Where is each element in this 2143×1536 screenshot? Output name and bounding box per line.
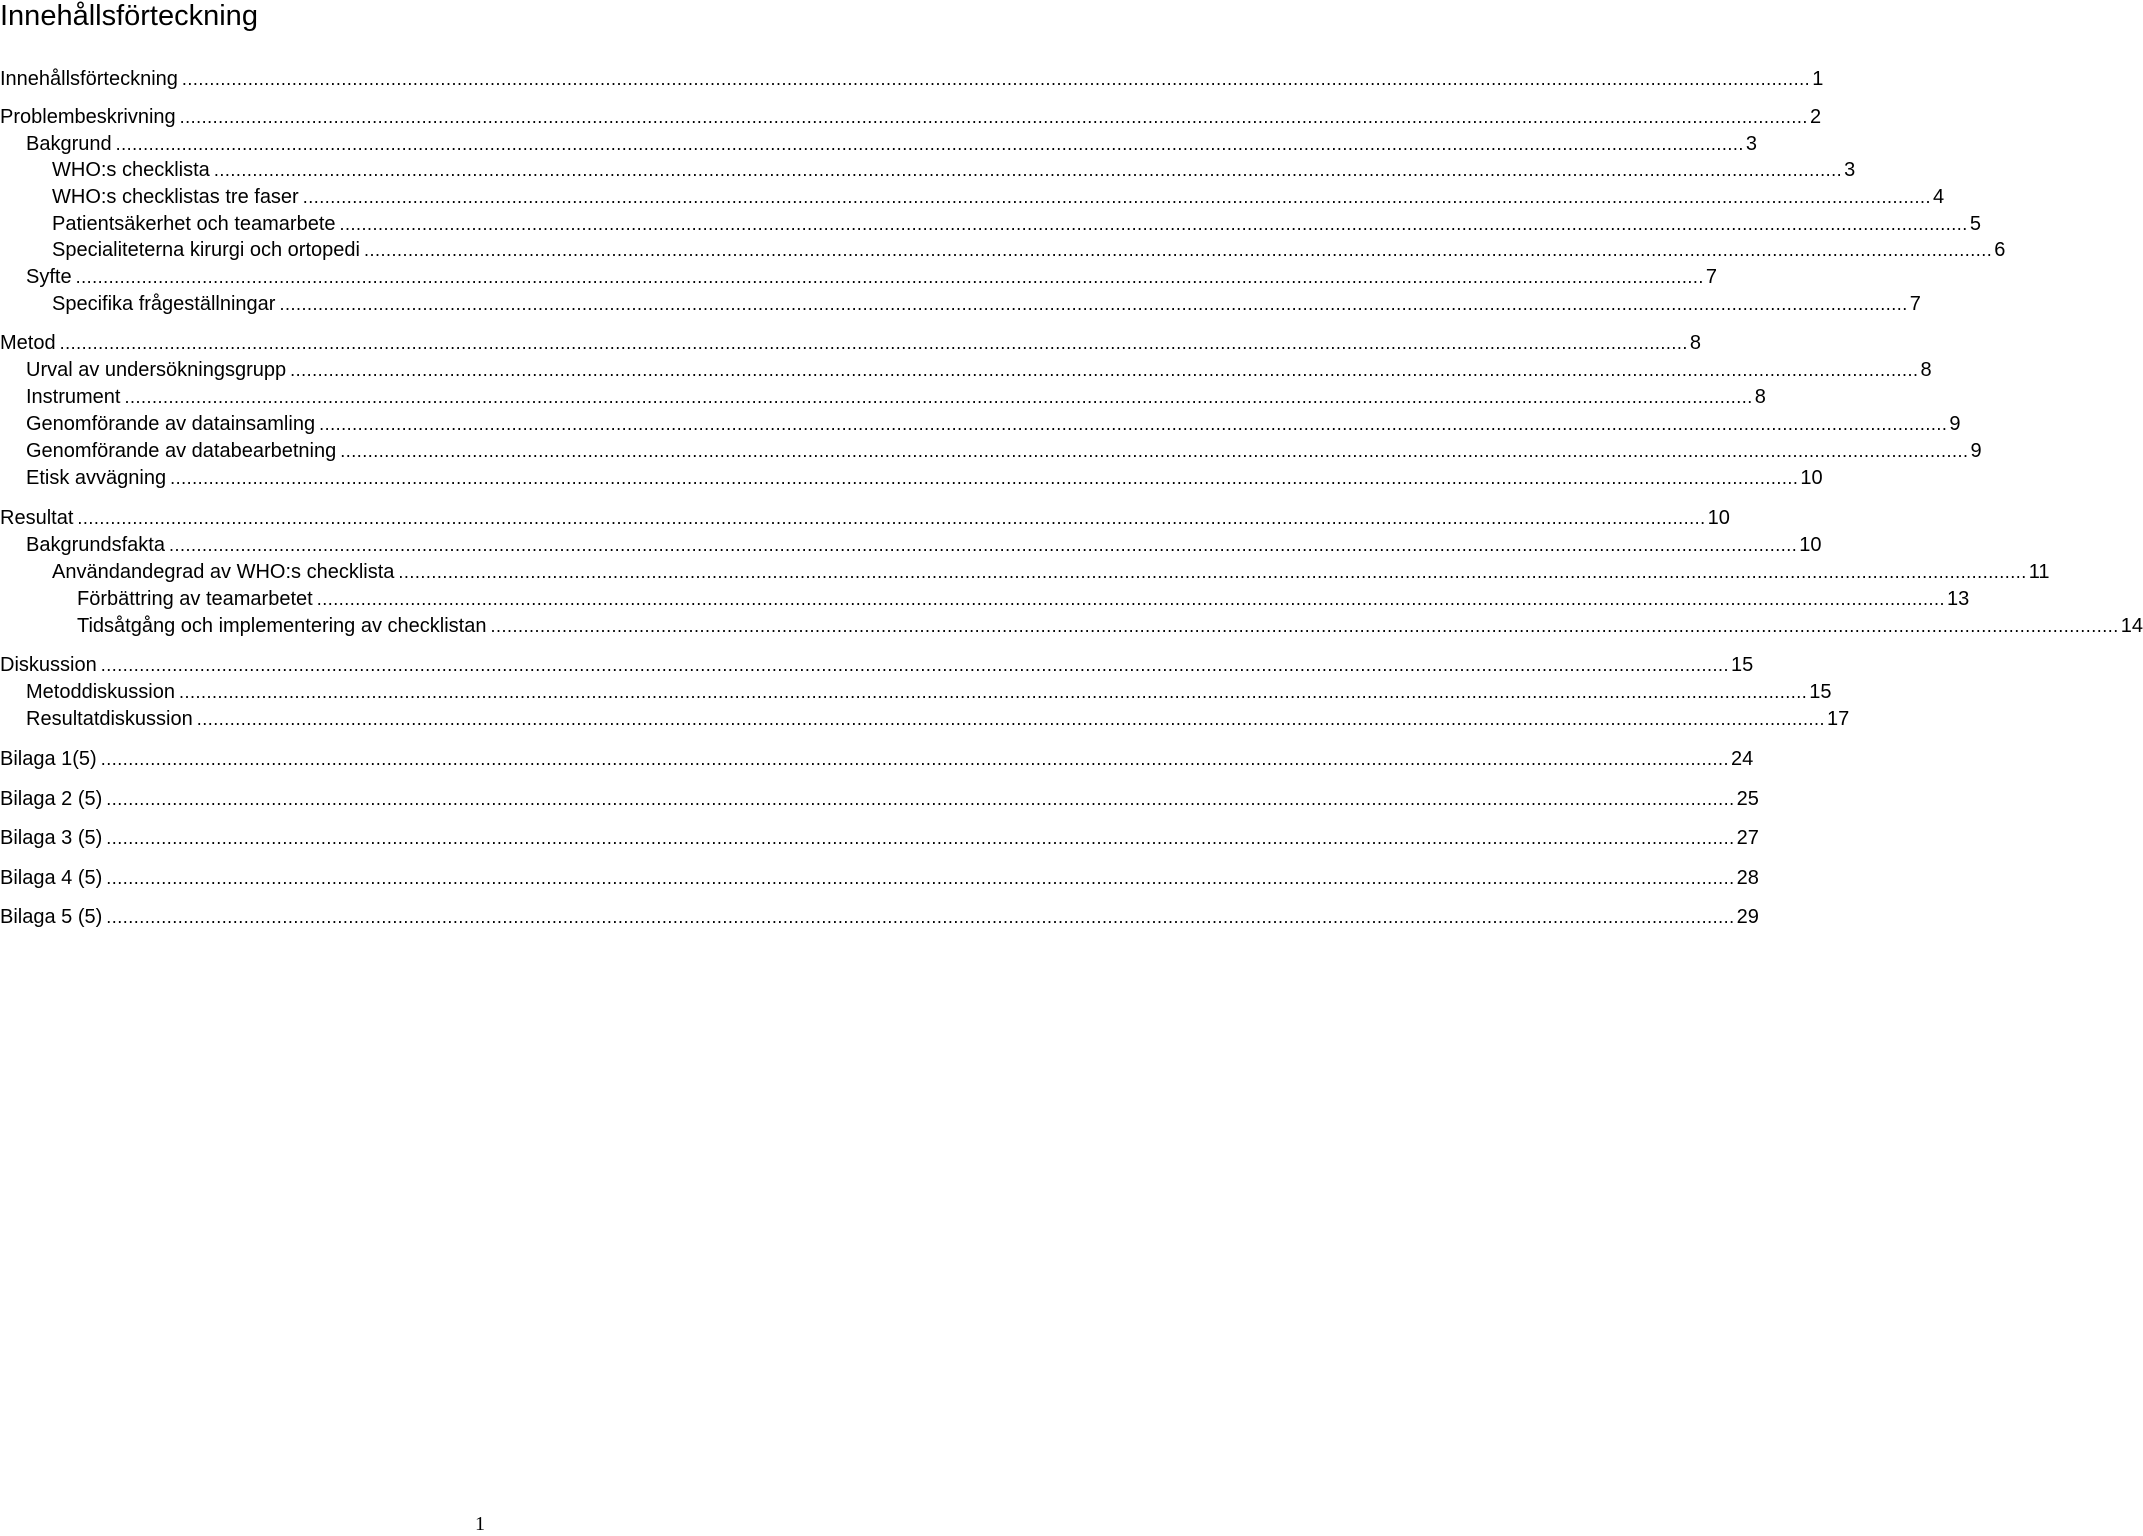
toc-entry-page: 10 bbox=[1799, 534, 1822, 556]
toc-entry[interactable] bbox=[0, 411, 1961, 438]
toc-entry[interactable] bbox=[0, 104, 1822, 131]
toc-dot-leader bbox=[170, 465, 1798, 492]
toc-entry-page: 4 bbox=[1933, 186, 1945, 208]
toc-entry-label: Problembeskrivning bbox=[0, 106, 176, 128]
toc-entry-label: Metod bbox=[0, 332, 56, 354]
toc-entry-page: 8 bbox=[1754, 386, 1766, 408]
toc-entry-page: 17 bbox=[1827, 708, 1850, 730]
toc-entry-page: 8 bbox=[1689, 332, 1702, 354]
toc-entry[interactable] bbox=[0, 237, 2006, 264]
toc-entry-page: 29 bbox=[1736, 906, 1759, 928]
toc-entry[interactable] bbox=[0, 505, 1730, 532]
toc-entry[interactable] bbox=[0, 357, 1932, 384]
toc-entry-page: 3 bbox=[1844, 159, 1856, 181]
toc-dot-leader bbox=[340, 211, 1968, 238]
toc-dot-leader bbox=[303, 184, 1931, 211]
toc-dot-leader bbox=[319, 411, 1947, 438]
toc-entry-label: Specialiteterna kirurgi och ortopedi bbox=[52, 239, 360, 261]
toc-entry[interactable] bbox=[0, 865, 1759, 892]
toc-dot-leader bbox=[169, 532, 1797, 559]
toc-entry[interactable] bbox=[0, 184, 1945, 211]
toc-entry-page: 10 bbox=[1800, 467, 1823, 489]
toc-entry-page: 2 bbox=[1809, 106, 1822, 128]
toc-entry-label: Genomförande av databearbetning bbox=[26, 440, 337, 462]
toc-entry-label: Bilaga 1(5) bbox=[0, 748, 97, 770]
toc-entry-page: 10 bbox=[1707, 507, 1730, 529]
toc-entry-label: Urval av undersökningsgrupp bbox=[26, 359, 287, 381]
toc-entry[interactable] bbox=[0, 825, 1759, 852]
toc-dot-leader bbox=[290, 357, 1918, 384]
toc-entry-page: 24 bbox=[1731, 748, 1754, 770]
toc-entry[interactable] bbox=[0, 586, 1970, 613]
toc-entry-page: 9 bbox=[1949, 413, 1961, 435]
toc-entry-page: 3 bbox=[1745, 133, 1758, 155]
toc-entry[interactable] bbox=[0, 157, 1856, 184]
toc-entry-page: 14 bbox=[2120, 615, 2143, 637]
toc-entry[interactable] bbox=[0, 532, 1822, 559]
toc-entry[interactable] bbox=[0, 904, 1759, 931]
toc-dot-leader bbox=[214, 157, 1842, 184]
toc-entry-label: WHO:s checklista bbox=[52, 159, 210, 181]
page-number: 1 bbox=[475, 1513, 485, 1535]
toc-entry-page: 7 bbox=[1705, 266, 1717, 288]
toc-entry-page: 25 bbox=[1736, 788, 1759, 810]
toc-dot-leader bbox=[77, 505, 1705, 532]
toc-entry-label: Metoddiskussion bbox=[26, 681, 175, 703]
toc-dot-leader bbox=[101, 746, 1729, 773]
toc-entry-label: Bakgrundsfakta bbox=[26, 534, 165, 556]
toc-dot-leader bbox=[76, 264, 1704, 291]
toc-entry[interactable] bbox=[0, 264, 1717, 291]
toc-entry-label: Bilaga 5 (5) bbox=[0, 906, 103, 928]
toc-entry-page: 13 bbox=[1946, 588, 1970, 610]
toc-dot-leader bbox=[101, 652, 1729, 679]
toc-entry[interactable] bbox=[0, 131, 1758, 158]
toc-entry-page: 8 bbox=[1920, 359, 1932, 381]
toc-entry-page: 7 bbox=[1909, 293, 1921, 315]
toc-entry-label: Etisk avvägning bbox=[26, 467, 167, 489]
toc-entry-label: Tidsåtgång och implementering av checklistan bbox=[77, 615, 487, 637]
toc-entry-page: 28 bbox=[1736, 867, 1759, 889]
toc-entry-label: Syfte bbox=[26, 266, 72, 288]
toc-dot-leader bbox=[340, 438, 1968, 465]
toc-entry-label: Bilaga 4 (5) bbox=[0, 867, 103, 889]
toc-entry-page: 27 bbox=[1736, 827, 1759, 849]
toc-entry-page: 1 bbox=[1812, 68, 1824, 90]
toc-dot-leader bbox=[116, 131, 1744, 158]
toc-entry-label: Bilaga 3 (5) bbox=[0, 827, 103, 849]
toc-entry-label: Patientsäkerhet och teamarbete bbox=[52, 213, 336, 235]
toc-entry[interactable] bbox=[0, 786, 1759, 813]
toc-dot-leader bbox=[106, 825, 1734, 852]
toc-entry-page: 9 bbox=[1970, 440, 1982, 462]
toc-dot-leader bbox=[490, 613, 2118, 640]
toc-dot-leader bbox=[364, 237, 1992, 264]
toc-entry-page: 11 bbox=[2028, 561, 2050, 583]
toc-dot-leader bbox=[182, 66, 1810, 93]
toc-entry[interactable] bbox=[0, 679, 1832, 706]
toc-entry-page: 15 bbox=[1731, 654, 1754, 676]
toc-entry-label: Genomförande av datainsamling bbox=[26, 413, 316, 435]
toc-dot-leader bbox=[317, 586, 1945, 613]
toc-entry[interactable] bbox=[0, 652, 1754, 679]
toc-dot-leader bbox=[398, 559, 2026, 586]
toc-dot-leader bbox=[180, 104, 1808, 131]
toc-dot-leader bbox=[124, 384, 1752, 411]
toc-entry-label: WHO:s checklistas tre faser bbox=[52, 186, 299, 208]
toc-dot-leader bbox=[106, 786, 1734, 813]
toc-entry-label: Resultat bbox=[0, 507, 74, 529]
toc-entry[interactable] bbox=[0, 559, 2050, 586]
toc-dot-leader bbox=[60, 330, 1688, 357]
toc-dot-leader bbox=[106, 904, 1734, 931]
toc-entry-label: Bakgrund bbox=[26, 133, 112, 155]
toc-dot-leader bbox=[197, 706, 1825, 733]
toc-entry[interactable] bbox=[0, 706, 1850, 733]
toc-entry-label: Användandegrad av WHO:s checklista bbox=[52, 561, 395, 583]
toc-dot-leader bbox=[106, 865, 1734, 892]
toc-entry[interactable] bbox=[0, 291, 1921, 318]
toc-entry-label: Resultatdiskussion bbox=[26, 708, 193, 730]
toc-entry[interactable] bbox=[0, 613, 2143, 640]
toc-entry[interactable] bbox=[0, 438, 1982, 465]
toc-entry[interactable] bbox=[0, 465, 1823, 492]
toc-entry-page: 15 bbox=[1809, 681, 1832, 703]
toc-entry-label: Bilaga 2 (5) bbox=[0, 788, 103, 810]
toc-entry[interactable] bbox=[0, 211, 1981, 238]
toc-entry[interactable] bbox=[0, 746, 1754, 773]
toc-entry[interactable] bbox=[0, 330, 1702, 357]
toc-entry-label: Specifika frågeställningar bbox=[52, 293, 276, 315]
toc-dot-leader bbox=[279, 291, 1907, 318]
toc-entry-label: Innehållsförteckning bbox=[0, 68, 178, 90]
toc-entry-label: Förbättring av teamarbetet bbox=[77, 588, 313, 610]
toc-entry-page: 6 bbox=[1994, 239, 2006, 261]
toc-heading: Innehållsförteckning bbox=[0, 0, 258, 32]
toc-entry-label: Instrument bbox=[26, 386, 121, 408]
toc-entry-page: 5 bbox=[1969, 213, 1981, 235]
toc-entry-label: Diskussion bbox=[0, 654, 97, 676]
toc-dot-leader bbox=[179, 679, 1807, 706]
toc-entry[interactable] bbox=[0, 66, 1824, 93]
toc-entry[interactable] bbox=[0, 384, 1766, 411]
